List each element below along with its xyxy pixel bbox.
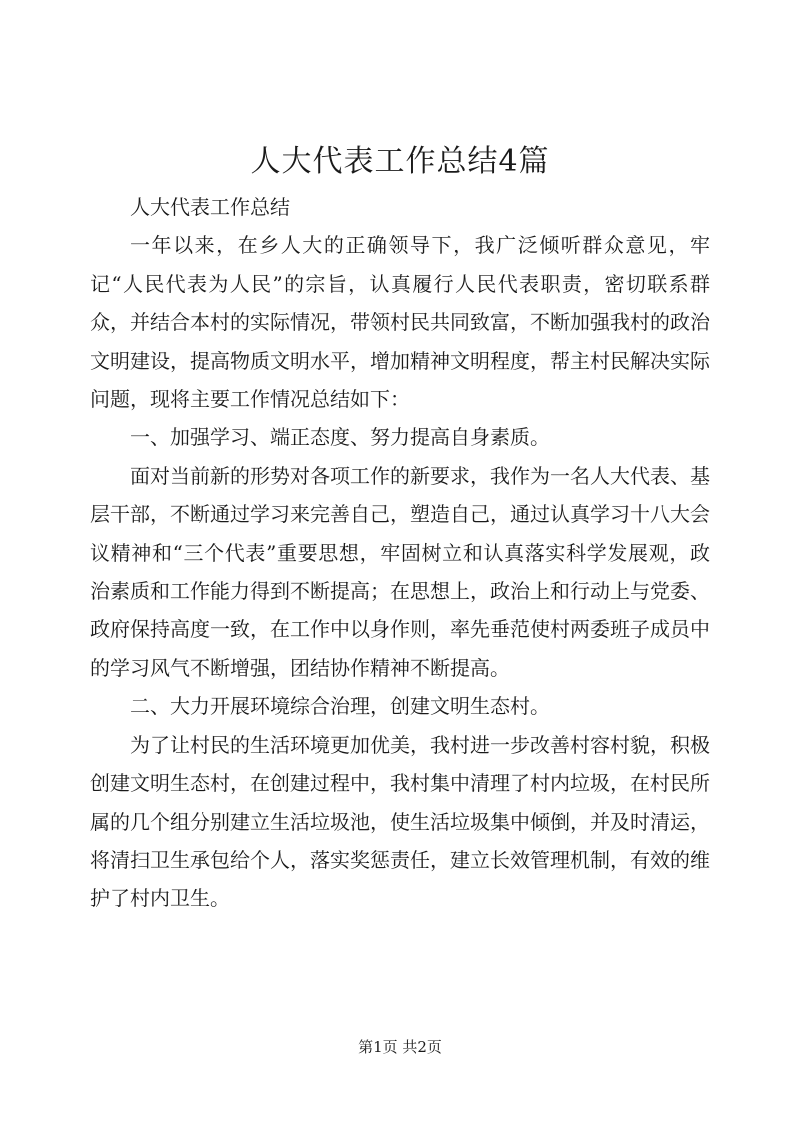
section-heading-2: 二、大力开展环境综合治理，创建文明生态村。 [130,694,550,719]
document-body [90,188,710,918]
paragraph-subtitle: 人大代表工作总结 [130,195,290,219]
document-title: 人大代表工作总结4篇 [250,144,550,179]
paragraph-intro: 一年以来，在乡人大的正确领导下，我广泛倾听群众意见，牢记“人民代表为人民”的宗旨，认真履行人民代表职责，密切联系群众，并结合本村的实际情况，带领村民共同致富，不断加强我村的政治文明建设，提高物质文明水平，增加精神文明程度，帮主村民解决实际问题，现将主要工作情况总结如下： [90,233,710,412]
paragraph-section-1: 面对当前新的形势对各项工作的新要求，我作为一名人大代表、基层干部，不断通过学习来完善自己，塑造自己，通过认真学习十八大会议精神和“三个代表”重要思想，牢固树立和认真落实科学发展观，政治素质和工作能力得到不断提高；在思想上，政治上和行动上与党委、政府保持高度一致，在工作中以身作则，率先垂范使村两委班子成员中的学习风气不断增强，团结协作精神不断提高。 [90,463,710,680]
page-footer: 第1页 共2页 [358,1038,442,1056]
paragraph-section-2: 为了让村民的生活环境更加优美，我村进一步改善村容村貌，积极创建文明生态村，在创建过程中，我村集中清理了村内垃圾，在村民所属的几个组分别建立生活垃圾池，使生活垃圾集中倾倒，并及时清运，将清扫卫生承包给个人，落实奖惩责任，建立长效管理机制，有效的维护了村内卫生。 [90,732,710,911]
section-heading-1: 一、加强学习、端正态度、努力提高自身素质。 [130,425,550,450]
